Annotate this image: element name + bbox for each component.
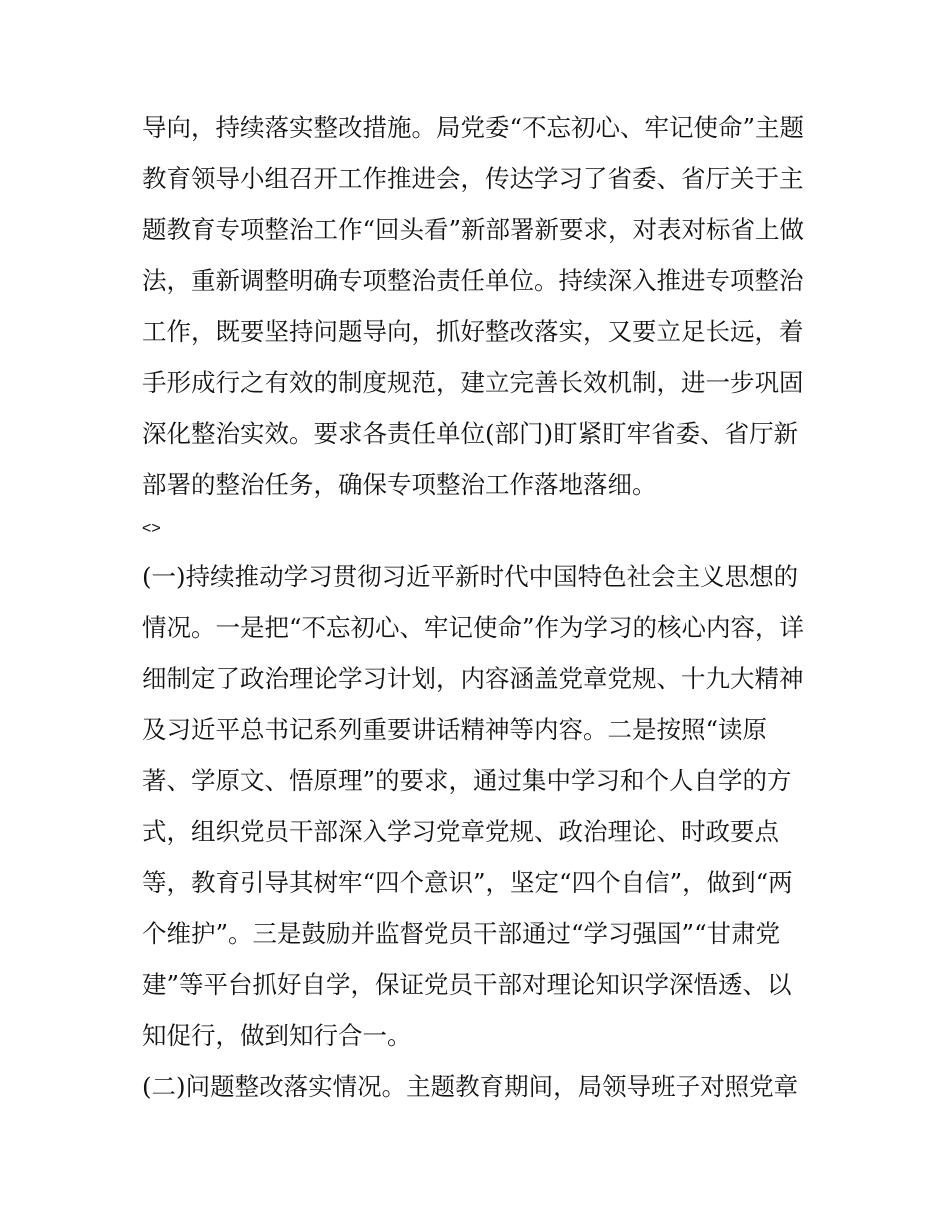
paragraph-2-line-8: 个维护”。三是鼓励并监督党员干部通过“学习强国”“甘肃党	[142, 919, 781, 948]
paragraph-2-line-6: 式，组织党员干部深入学习党章党规、政治理论、时政要点	[142, 817, 779, 846]
paragraph-1-line-8: 部署的整治任务，确保专项整治工作落地落细。	[142, 470, 657, 499]
paragraph-1-line-5: 工作，既要坚持问题导向，抓好整改落实，又要立足长远，着	[142, 317, 804, 346]
paragraph-1-line-1: 导向，持续落实整改措施。局党委“不忘初心、牢记使命”主题	[142, 113, 805, 142]
paragraph-2-line-9: 建”等平台抓好自学，保证党员干部对理论知识学深悟透、以	[142, 970, 792, 999]
paragraph-1-line-7: 深化整治实效。要求各责任单位(部门)盯紧盯牢省委、省厅新	[142, 419, 799, 448]
paragraph-2-line-10: 知促行，做到知行合一。	[142, 1021, 412, 1050]
paragraph-2-line-7: 等，教育引导其树牢“四个意识”，坚定“四个自信”，做到“两	[142, 868, 793, 897]
paragraph-2-line-3: 细制定了政治理论学习计划，内容涵盖党章党规、十九大精神	[142, 664, 804, 693]
paragraph-1-line-6: 手形成行之有效的制度规范，建立完善长效机制，进一步巩固	[142, 368, 804, 397]
paragraph-1-line-3: 题教育专项整治工作“回头看”新部署新要求，对表对标省上做	[142, 215, 805, 244]
paragraph-2-line-1: (一)持续推动学习贯彻习近平新时代中国特色社会主义思想的	[142, 562, 799, 591]
paragraph-2-line-2: 情况。一是把“不忘初心、牢记使命”作为学习的核心内容，详	[142, 613, 805, 642]
paragraph-3-line-1: (二)问题整改落实情况。主题教育期间，局领导班子对照党章	[142, 1072, 799, 1101]
section-marker: <>	[142, 520, 161, 537]
paragraph-1-line-4: 法，重新调整明确专项整治责任单位。持续深入推进专项整治	[142, 266, 804, 295]
paragraph-1-line-2: 教育领导小组召开工作推进会，传达学习了省委、省厅关于主	[142, 164, 804, 193]
paragraph-2-line-5: 著、学原文、悟原理”的要求，通过集中学习和个人自学的方	[142, 766, 792, 795]
paragraph-2-line-4: 及习近平总书记系列重要讲话精神等内容。二是按照“读原	[142, 715, 768, 744]
